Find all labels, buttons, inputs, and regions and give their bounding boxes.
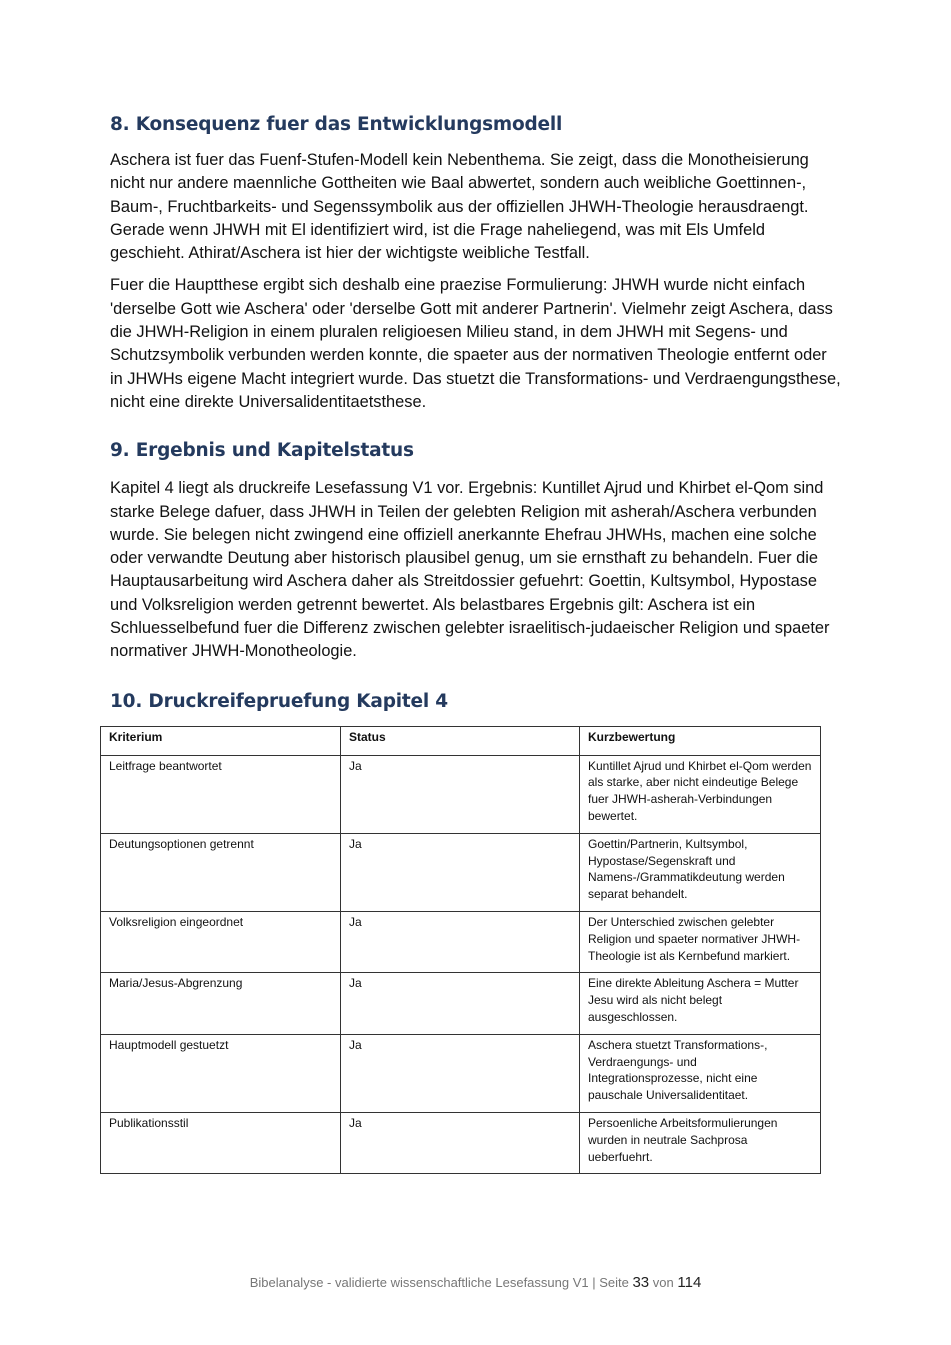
cell-status: Ja (341, 1034, 580, 1112)
cell-status: Ja (341, 755, 580, 833)
cell-kriterium: Hauptmodell gestuetzt (101, 1034, 341, 1112)
cell-kurzbewertung: Goettin/Partnerin, Kultsymbol, Hypostase/Segenskraft und Namens-/Grammatikdeutung werden separat behandelt. (580, 833, 821, 911)
cell-kriterium: Deutungsoptionen getrennt (101, 833, 341, 911)
header-kurzbewertung: Kurzbewertung (580, 726, 821, 755)
document-page (110, 108, 842, 1174)
section-heading-10: 10. Druckreifepruefung Kapitel 4 (110, 690, 448, 712)
cell-kriterium: Maria/Jesus-Abgrenzung (101, 973, 341, 1034)
table-row (101, 1112, 821, 1173)
table-row (101, 973, 821, 1034)
review-table (100, 726, 821, 1175)
page-footer (0, 1274, 951, 1291)
section-9-paragraph: Kapitel 4 liegt als druckreife Lesefassung V1 vor. Ergebnis: Kuntillet Ajrud und Khirbet el-Qom sind starke Belege dafuer, dass JHWH in Teilen der gelebten Religion mit asherah/Aschera verbunden wurde. Sie belegen nicht zwingend eine offiziell anerkannte Ehefrau JHWHs, machen eine solche oder verwandte Deutung aber historisch plausibel genug, um sie ernsthaft zu behandeln. Fuer die Hauptausarbeitung wird Aschera daher als Streitdossier gefuehrt: Goettin, Kultsymbol, Hypostase und Volksreligion werden getrennt bewertet. Als belastbares Ergebnis gilt: Aschera ist ein Schluesselbefund fuer die Differenz zwischen gelebter israelitisch-judaeischer Religion und spaeter normativer JHWH-Monotheologie. (110, 479, 830, 661)
footer-page-number: 33 (632, 1274, 650, 1291)
footer-total-pages: 114 (677, 1274, 702, 1291)
footer-text: Bibelanalyse - validierte wissenschaftliche Lesefassung V1 | Seite (249, 1275, 629, 1290)
cell-kriterium: Volksreligion eingeordnet (101, 912, 341, 973)
table-row (101, 1034, 821, 1112)
table-row (101, 912, 821, 973)
section-8-paragraph-1: Aschera ist fuer das Fuenf-Stufen-Modell kein Nebenthema. Sie zeigt, dass die Monotheisierung nicht nur andere maennliche Gottheiten wie Baal abwertet, sondern auch weibliche Goettinnen-, Baum-, Fruchtbarkeits- und Segenssymbolik aus der offiziellen JHWH-Theologie herausdraengt. Gerade wenn JHWH mit El identifiziert wird, ist die Frage naheliegend, was mit Els Umfeld geschieht. Athirat/Aschera ist hier der wichtigste weibliche Testfall. (110, 151, 809, 263)
cell-status: Ja (341, 833, 580, 911)
cell-kurzbewertung: Aschera stuetzt Transformations-, Verdraengungs- und Integrationsprozesse, nicht eine pauschale Universalidentitaet. (580, 1034, 821, 1112)
section-heading-9: 9. Ergebnis und Kapitelstatus (110, 440, 414, 462)
footer-of-label: von (652, 1275, 674, 1290)
cell-kurzbewertung: Persoenliche Arbeitsformulierungen wurden in neutrale Sachprosa ueberfuehrt. (580, 1112, 821, 1173)
header-kriterium: Kriterium (101, 726, 341, 755)
section-heading-8: 8. Konsequenz fuer das Entwicklungsmodell (110, 114, 563, 135)
table-header-row (101, 726, 821, 755)
cell-kurzbewertung: Der Unterschied zwischen gelebter Religion und spaeter normativer JHWH-Theologie ist als Kernbefund markiert. (580, 912, 821, 973)
cell-kriterium: Leitfrage beantwortet (101, 755, 341, 833)
cell-status: Ja (341, 912, 580, 973)
cell-kurzbewertung: Eine direkte Ableitung Aschera = Mutter Jesu wird als nicht belegt ausgeschlossen. (580, 973, 821, 1034)
cell-kurzbewertung: Kuntillet Ajrud und Khirbet el-Qom werden als starke, aber nicht eindeutige Belege fuer JHWH-asherah-Verbindungen bewertet. (580, 755, 821, 833)
header-status: Status (341, 726, 580, 755)
section-8-paragraph-2: Fuer die Hauptthese ergibt sich deshalb eine praezise Formulierung: JHWH wurde nicht einfach 'derselbe Gott wie Aschera' oder 'derselbe Gott mit anderer Partnerin'. Vielmehr zeigt Aschera, dass die JHWH-Religion in einem pluralen religioesen Milieu stand, in dem JHWH mit Segens- und Schutzsymbolik verbunden werden konnte, die spaeter aus der normativen Theologie entfernt oder in JHWHs eigene Macht integriert wurde. Das stuetzt die Transformations- und Verdraengungsthese, nicht eine direkte Universalidentitaetsthese. (110, 276, 841, 411)
table-row (101, 755, 821, 833)
cell-status: Ja (341, 1112, 580, 1173)
cell-status: Ja (341, 973, 580, 1034)
cell-kriterium: Publikationsstil (101, 1112, 341, 1173)
table-row (101, 833, 821, 911)
